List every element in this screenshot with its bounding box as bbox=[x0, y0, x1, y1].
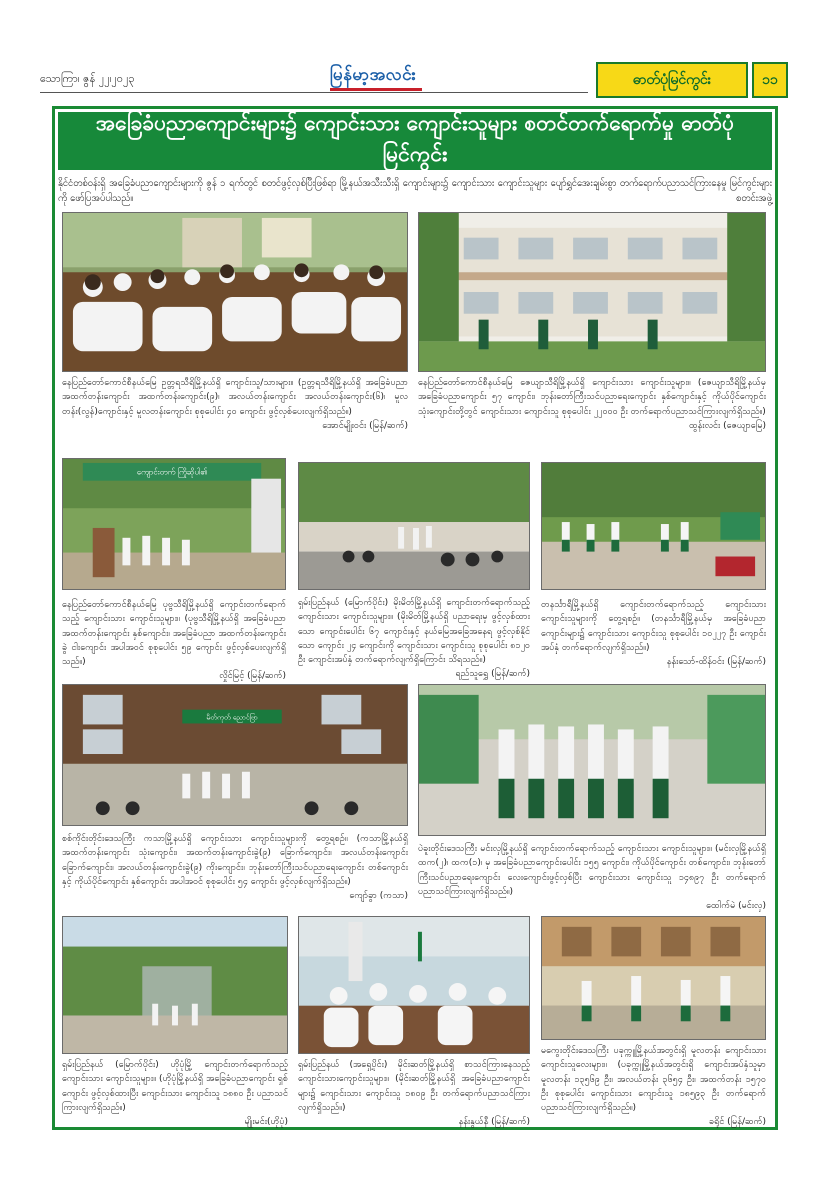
photo-kathar-school bbox=[62, 684, 408, 826]
photo-minhla-students-walking bbox=[418, 684, 766, 836]
section-title: ဓာတ်ပုံမြင်ကွင်း bbox=[596, 62, 748, 98]
photo-school-gate bbox=[62, 458, 286, 590]
caption-4: ရှမ်းပြည်နယ် (မြောက်ပိုင်း) မိုးမိတ်မြို့နယ်ရှိ ကျောင်းတက်ရောက်သည့် ကျောင်းသား ကျောင်းသူများ။ (မိုးမိတ်မြို့နယ်ရှိ ပညာရေးမှ ဖွင့်လှစ်ထားသော ကျောင်းပေါင်း ၆၇ ကျောင်းနှင့် နယ်မြေအခြေအနေရ ဖွင့်လှစ်နိုင်သော ကျောင်း ၂၄ ကျောင်းကို ကျောင်းသား ကျောင်းသူ စုစုပေါင်း ၈၁၂၀ ဦး ကျောင်းအပ်နှံ တက်ရောက်လျက်ရှိကြောင်း သိရသည်။) ရည်သူရွှေ (မြန်/ဆက်) bbox=[298, 596, 530, 682]
caption-6: စစ်ကိုင်းတိုင်းဒေသကြီး ကသာမြို့နယ်ရှိ ကျောင်းသား ကျောင်းသူများကို တွေ့ရစဉ်။ (ကသာမြို့နယ်ရှိ အထက်တန်းကျောင်း သုံးကျောင်း၊ အထက်တန်းကျောင်းခွဲ(၉) ခြောက်ကျောင်း၊ အလယ်တန်းကျောင်း ခြောက်ကျောင်း၊ အလယ်တန်းကျောင်းခွဲ(၉) ကိုးကျောင်း၊ ဘုန်းတော်ကြီးသင်ပညာရေးကျောင်း တစ်ကျောင်းနှင့် ကိုယ်ပိုင်ကျောင်း နှစ်ကျောင်း အပါအဝင် စုစုပေါင်း ၅၄ ကျောင်း ဖွင့်လှစ်လျက်ရှိသည်။) ကျော်ခွာ (ကသာ) bbox=[62, 832, 408, 903]
photo-pakokku-primary bbox=[541, 916, 766, 1040]
caption-5: တနင်္သာရီမြို့နယ်ရှိ ကျောင်းတက်ရောက်သည့် ကျောင်းသား ကျောင်းသူများကို တွေ့ရစဉ်။ (တနင်္သာရီမြို့နယ်မှ အခြေခံပညာကျောင်းများ၌ ကျောင်းသား ကျောင်းသူ စုစုပေါင်း ၁၀၂၂၇ ဦး ကျောင်းအပ်နှံ တက်ရောက်လျက်ရှိသည်။) နန်းသော်-ထိန်ဝင်း (မြန်/ဆက်) bbox=[541, 598, 766, 669]
caption-8: ရှမ်းပြည်နယ် (မြောက်ပိုင်း) ဟိုပုံမြို့ ကျောင်းတက်ရောက်သည့် ကျောင်းသား ကျောင်းသူများ။ (ဟိုပုံမြို့နယ်ရှိ အခြေခံပညာကျောင်း ရှစ်ကျောင်း ဖွင့်လှစ်ထားပြီး ကျောင်းသား ကျောင်းသူ ၁၈၈၀ ဦး ပညာသင်ကြားလျက်ရှိသည်။) မျိုးမင်း(ဟိုပုံ) bbox=[62, 1058, 288, 1129]
logo-underline bbox=[330, 88, 422, 91]
caption-credit: နန်းသော်-ထိန်ဝင်း (မြန်/ဆက်) bbox=[666, 657, 766, 668]
caption-1: နေပြည်တော်ကောင်စီနယ်မြေ ဥတ္တရသီရိမြို့နယ်ရှိ ကျောင်းသူ/သားများ။ (ဥတ္တရသီရိမြို့နယ်ရှိ အခြေခံပညာ အထက်တန်းကျောင်း အထက်တန်းကျောင်း(၉)၊ အလယ်တန်းကျောင်း အလယ်တန်းကျောင်း(၆)၊ မူလတန်း(လွန်)ကျောင်းနှင့် မူလတန်းကျောင်း စုစုပေါင်း ၄၀ ကျောင်း ဖွင့်လှစ်ပေးလျက်ရှိသည်။) အောင်မျိုးဝင်း (မြန်/ဆက်) bbox=[62, 376, 408, 433]
caption-credit: ရည်သူရွှေ (မြန်/ဆက်) bbox=[455, 669, 530, 680]
caption-credit: ခရိုင် (မြန်/ဆက်) bbox=[709, 1117, 766, 1128]
caption-9: ရှမ်းပြည်နယ် (အရှေ့ပိုင်း) မိုင်းဆတ်မြို့နယ်ရှိ စာသင်ကြားနေသည့် ကျောင်းသားကျောင်းသူများ။ (မိုင်းဆတ်မြို့နယ်ရှိ အခြေခံပညာကျောင်းများ၌ ကျောင်းသား ကျောင်းသူ ၁၈၀၉ ဦး တက်ရောက်ပညာသင်ကြားလျက်ရှိသည်။) နန်းနွယ်နီ (မြန်/ဆက်) bbox=[298, 1058, 530, 1129]
caption-10: မကွေးတိုင်းဒေသကြီး ပခုက္ကူမြို့နယ်အတွင်းရှိ မူလတန်း ကျောင်းသား ကျောင်းသူလေးများ။ (ပခုက္ကူမြို့နယ်အတွင်းရှိ ကျောင်းအပ်နှံသူမှာ မူလတန်း ၁၃၅၆၉ ဦး၊ အလယ်တန်း ၃၆၅၄ ဦး၊ အထက်တန်း ၁၅၇၀ ဦး စုစုပေါင်း ကျောင်းသား ကျောင်းသူ ၁၈၅၉၃ ဦး တက်ရောက် ပညာသင်ကြားလျက်ရှိသည်။) ခရိုင် (မြန်/ဆက်) bbox=[541, 1044, 766, 1130]
page-header bbox=[40, 62, 788, 98]
school-sign: မိတ်ကုတ် ညောင်ဗြာ bbox=[206, 713, 258, 722]
photo-classroom-students bbox=[62, 212, 408, 372]
issue-date: သောကြာ၊ ဇွန် ၂၂၊၂၀၂၃ bbox=[40, 72, 135, 85]
page-number: ၁၁ bbox=[752, 62, 788, 98]
header-rule bbox=[40, 92, 588, 93]
caption-credit: နန်းနွယ်နီ (မြန်/ဆက်) bbox=[458, 1117, 530, 1128]
photo-hopong-school-gate bbox=[62, 916, 288, 1054]
caption-credit: လှိုင်မြင့် (မြန်/ဆက်) bbox=[219, 671, 286, 682]
caption-credit: မျိုးမင်း(ဟိုပုံ) bbox=[244, 1117, 288, 1128]
caption-credit: အောင်မျိုးဝင်း (မြန်/ဆက်) bbox=[322, 420, 408, 431]
caption-credit: ထေါက်မဲ (မင်းလှ) bbox=[706, 901, 766, 912]
intro-credit: စတင်းအဖွဲ့ bbox=[736, 193, 772, 204]
caption-3: နေပြည်တော်ကောင်စီနယ်မြေ ပုဗ္ဗသီရိမြို့နယ်ရှိ ကျောင်းတက်ရောက်သည့် ကျောင်းသား ကျောင်းသူများ။ (ပုဗ္ဗသီရိမြို့နယ်ရှိ အခြေခံပညာ အထက်တန်းကျောင်း နှစ်ကျောင်း၊ အခြေခံပညာ အထက်တန်းကျောင်းခွဲ ငါးကျောင်း အပါအဝင် စုစုပေါင်း ၅၉ ကျောင်း ဖွင့်လှစ်ပေးလျက်ရှိသည်။) လှိုင်မြင့် (မြန်/ဆက်) bbox=[62, 598, 286, 684]
intro-paragraph bbox=[58, 176, 772, 206]
caption-credit: ကျော်ခွာ (ကသာ) bbox=[349, 891, 408, 902]
caption-credit: ထွန်းလင်း (ဇေယျာမြေ) bbox=[688, 420, 766, 431]
newspaper-name: မြန်မာ့အလင်း bbox=[330, 65, 417, 85]
gate-banner: ကျောင်းတက် ကြိုဆိုပါ၏ bbox=[136, 467, 208, 477]
caption-7: ပဲခူးတိုင်းဒေသကြီး မင်းလှမြို့နယ်ရှိ ကျောင်းတက်ရောက်သည့် ကျောင်းသား ကျောင်းသူများ။ (မင်းလှမြို့နယ်ရှိ ထက(၂)၊ ထက(၁)၊ မှ အခြေခံပညာကျောင်းပေါင်း ၁၅၅ ကျောင်း၊ ကိုယ်ပိုင်ကျောင်း တစ်ကျောင်း၊ ဘုန်းတော်ကြီးသင်ပညာရေးကျောင်း လေးကျောင်းဖွင့်လှစ်ပြီး ကျောင်းသား ကျောင်းသူ ၁၄၈၉၇ ဦး တက်ရောက်ပညာသင်ကြားလျက်ရှိသည်။) ထေါက်မဲ (မင်းလှ) bbox=[418, 842, 766, 913]
photo-motorbikes-road bbox=[298, 462, 530, 590]
photo-students-courtyard bbox=[541, 462, 766, 590]
caption-2: နေပြည်တော်ကောင်စီနယ်မြေ ဇေယျာသီရိမြို့နယ်ရှိ ကျောင်းသား ကျောင်းသူများ။ (ဇေယျာသီရိမြို့နယ်မှ အခြေခံပညာကျောင်း ၅၇ ကျောင်း၊ ဘုန်းတော်ကြီးသင်ပညာရေးကျောင်း နှစ်ကျောင်းနှင့် ကိုယ်ပိုင်ကျောင်း သုံးကျောင်းတို့တွင် ကျောင်းသား ကျောင်းသူ စုစုပေါင်း ၂၂၀၀၀ ဦး တက်ရောက်ပညာသင်ကြားလျက်ရှိသည်။) ထွန်းလင်း (ဇေယျာမြေ) bbox=[418, 376, 766, 433]
photo-classroom-mong-hsat bbox=[298, 916, 530, 1054]
photo-school-building-zeyathiri bbox=[418, 212, 766, 372]
intro-text: နိုင်ငံတစ်ဝန်းရှိ အခြေခံပညာကျောင်းများကို ဇွန် ၁ ရက်တွင် စတင်ဖွင့်လှစ်ပြီးဖြစ်ရာ မြို့နယ်အသီးသီးရှိ ကျောင်းများ၌ ကျောင်းသား ကျောင်းသူများ ပျော်ရွှင်အေးချမ်းစွာ တက်ရောက်ပညာသင်ကြားနေမှု မြင်ကွင်းများကို ဖော်ပြအပ်ပါသည်။ bbox=[58, 178, 772, 204]
headline: အခြေခံပညာကျောင်းများ၌ ကျောင်းသား ကျောင်းသူများ စတင်တက်ရောက်မှု ဓာတ်ပုံမြင်ကွင်း bbox=[58, 112, 772, 170]
